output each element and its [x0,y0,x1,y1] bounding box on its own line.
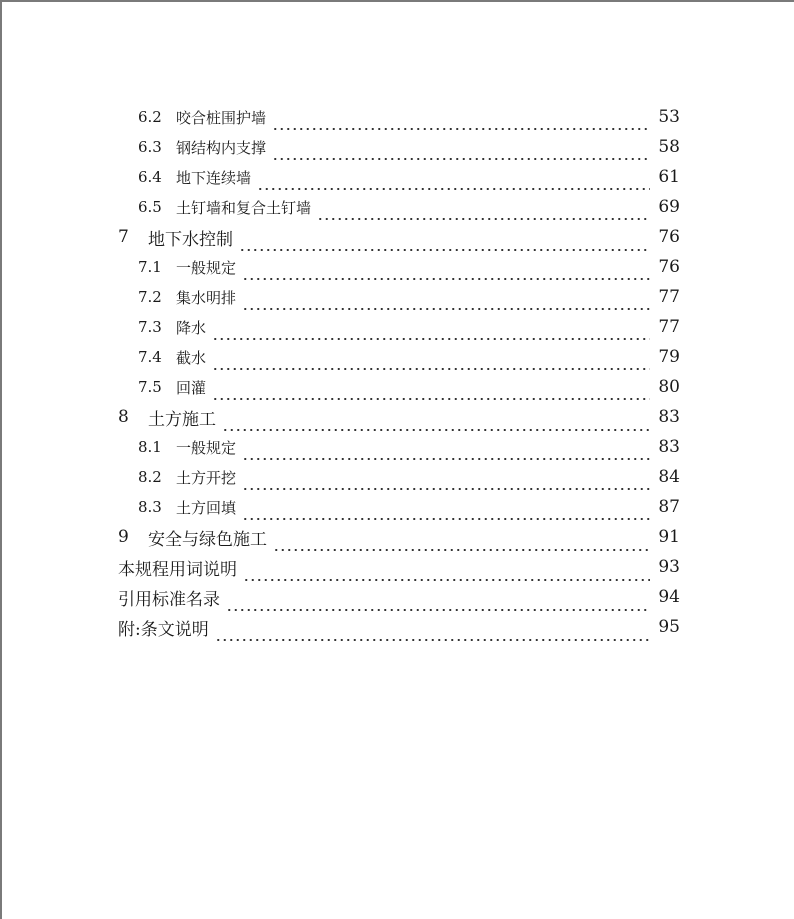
toc-entry-number: 7.1 [138,258,162,276]
toc-chapter-entry[interactable] [118,222,680,252]
toc-entry-title: 土方开挖 [176,468,237,487]
toc-dot-leader [242,462,650,492]
toc-chapter-page: 83 [658,407,680,427]
toc-dot-leader [257,162,650,192]
toc-entry-number: 6.3 [138,138,162,156]
toc-chapter-entry[interactable] [118,522,680,552]
toc-entry-title: 钢结构内支撑 [176,138,267,157]
toc-entry-page: 58 [658,137,680,157]
toc-entry-number: 8.2 [138,468,162,486]
toc-entry-number: 7.4 [138,348,162,366]
toc-entry[interactable] [138,432,680,462]
toc-appendix-title: 本规程用词说明 [118,559,237,580]
toc-dot-leader [212,342,650,372]
toc-entry-page: 87 [658,497,680,517]
toc-entry-title: 集水明排 [176,288,237,307]
toc-dot-leader [272,102,650,132]
toc-entry-title: 一般规定 [176,258,237,277]
toc-entry-page: 80 [658,377,680,397]
toc-appendix-title: 附:条文说明 [118,619,209,640]
toc-entry-title: 咬合桩围护墙 [176,108,267,127]
toc-dot-leader [239,222,650,252]
toc-appendix-entry[interactable] [118,582,680,612]
toc-entry-page: 83 [658,437,680,457]
toc-entry-number: 7.3 [138,318,162,336]
toc-entry[interactable] [138,342,680,372]
toc-entry-number: 6.2 [138,108,162,126]
toc-dot-leader [273,522,650,552]
toc-dot-leader [226,582,650,612]
toc-entry-title: 回灌 [176,378,207,397]
toc-dot-leader [242,282,650,312]
toc-entry-page: 53 [658,107,680,127]
toc-appendix-page: 93 [658,557,680,577]
toc-entry-page: 69 [658,197,680,217]
toc-entry-number: 6.5 [138,198,162,216]
toc-entry-title: 土钉墙和复合土钉墙 [176,198,312,217]
toc-chapter-title: 安全与绿色施工 [148,529,267,550]
toc-entry-title: 土方回填 [176,498,237,517]
toc-dot-leader [215,612,650,642]
toc-chapter-number: 7 [118,227,129,247]
toc-entry-page: 79 [658,347,680,367]
toc-dot-leader [242,432,650,462]
toc-entry[interactable] [138,252,680,282]
toc-appendix-page: 95 [658,617,680,637]
toc-chapter-title: 土方施工 [148,409,216,430]
toc-entry[interactable] [138,492,680,522]
toc-chapter-page: 91 [658,527,680,547]
toc-entry-title: 一般规定 [176,438,237,457]
toc-chapter-title: 地下水控制 [148,229,233,250]
toc-appendix-entry[interactable] [118,612,680,642]
toc-entry-number: 7.2 [138,288,162,306]
toc-entry[interactable] [138,282,680,312]
toc-chapter-number: 8 [118,407,129,427]
toc-dot-leader [212,372,650,402]
toc-dot-leader [242,252,650,282]
toc-chapter-page: 76 [658,227,680,247]
toc-entry-number: 8.1 [138,438,162,456]
toc-entry[interactable] [138,102,680,132]
toc-dot-leader [243,552,650,582]
toc-entry-title: 截水 [176,348,207,367]
toc-appendix-entry[interactable] [118,552,680,582]
toc-entry-page: 77 [658,287,680,307]
toc-entry-page: 76 [658,257,680,277]
toc-entry[interactable] [138,192,680,222]
toc-dot-leader [317,192,650,222]
toc-entry[interactable] [138,372,680,402]
toc-dot-leader [272,132,650,162]
toc-chapter-number: 9 [118,527,129,547]
toc-appendix-page: 94 [658,587,680,607]
toc-entry[interactable] [138,162,680,192]
toc-entry-number: 8.3 [138,498,162,516]
toc-entry[interactable] [138,132,680,162]
toc-entry-title: 地下连续墙 [176,168,252,187]
toc-entry-page: 84 [658,467,680,487]
toc-chapter-entry[interactable] [118,402,680,432]
toc-entry[interactable] [138,312,680,342]
toc-appendix-title: 引用标准名录 [118,589,220,610]
toc-dot-leader [242,492,650,522]
toc-entry-page: 77 [658,317,680,337]
toc-entry-title: 降水 [176,318,207,337]
toc-entry-page: 61 [658,167,680,187]
toc-dot-leader [222,402,650,432]
toc-entry-number: 6.4 [138,168,162,186]
toc-entry[interactable] [138,462,680,492]
toc-dot-leader [212,312,650,342]
toc-entry-number: 7.5 [138,378,162,396]
